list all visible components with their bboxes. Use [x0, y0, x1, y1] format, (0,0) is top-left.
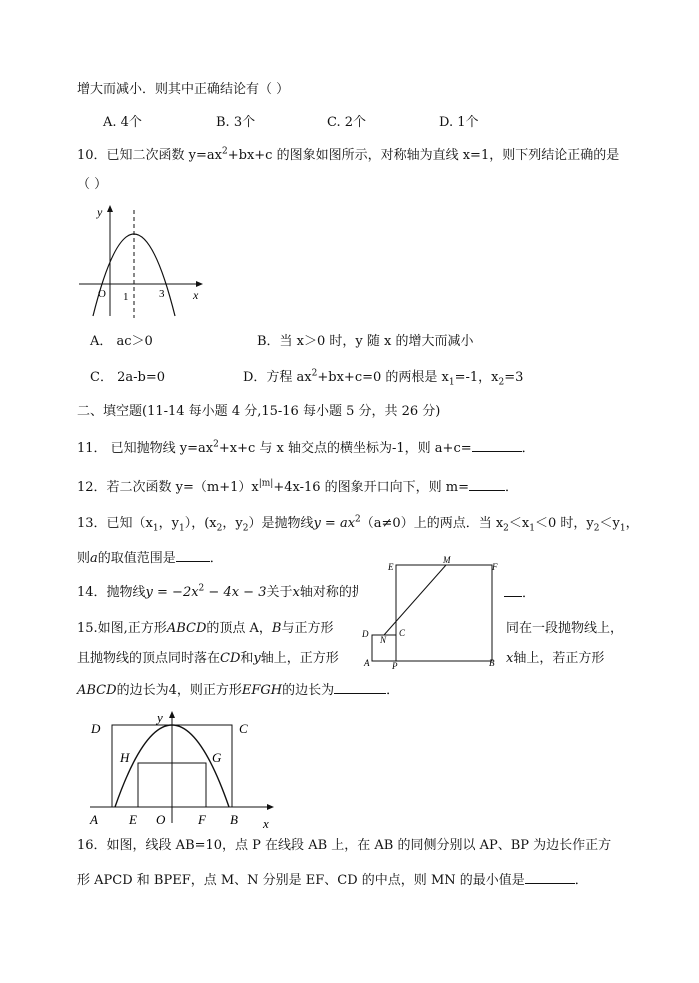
q13-line-1: 13．已知（$x_1$，$y_1$），($x_2$，$y_2$）是抛物线$y = ax^2(a\ne 0)$上的两点．当 $x_2<x_1<0$ 时，$y_2<y_1$，: [77, 514, 639, 534]
q10-tick-3: 3: [159, 288, 165, 300]
q16-label-b: B: [489, 658, 495, 668]
q15-line-1: 15.如图,正方形ABCD的顶点 A，B与正方形: [77, 621, 334, 636]
q11-text: 11． 已知抛物线 $y=ax^2+x+c$ 与 x 轴交点的横坐标为-1，则 a+c= ．: [77, 439, 535, 456]
q16-line-1: 16．如图，线段 AB=10，点 P 在线段 AB 上，在 AB 的同侧分别以 AP、BP 为边长作正方: [77, 838, 612, 853]
q15-label-x: x: [263, 816, 269, 830]
q10-origin-label: O: [98, 288, 106, 300]
q12-text: 12．若二次函数 $y=(m+1)x^{|m|}+4x-16$ 的图象开口向下，则 m= ．: [77, 478, 519, 495]
q10-y-arrow: [107, 205, 113, 212]
q15-x-arrow: [267, 804, 274, 810]
q10-x-arrow: [196, 281, 203, 287]
q15-line-1-end: 同在一段抛物线上，: [506, 621, 624, 636]
q11-answer-blank[interactable]: [472, 439, 522, 452]
q15-label-h: H: [120, 750, 130, 765]
q9-option-b: B. 3个: [216, 115, 256, 130]
q9-stem-tail: 增大而减小．则其中正确结论有（ ）: [77, 82, 290, 97]
q16-label-a: A: [364, 658, 370, 668]
q9-option-d: D. 1个: [439, 115, 479, 130]
q15-answer-blank[interactable]: [334, 681, 386, 694]
q15-label-a: A: [90, 812, 98, 827]
q15-y-arrow: [169, 711, 175, 718]
q16-line-2: 形 APCD 和 BPEF，点 M、N 分别是 EF、CD 的中点，则 MN 的最小值是 ．: [77, 873, 588, 888]
q16-label-e: E: [388, 562, 394, 572]
q15-label-e: E: [129, 812, 137, 827]
q10-stem: 10．已知二次函数 $y=ax^2+bx+c$ 的图象如图所示，对称轴为直线 x=1，则下列结论正确的是: [77, 146, 620, 163]
q16-label-n: N: [380, 635, 387, 645]
q16-label-d: D: [362, 629, 369, 639]
section-2-heading: 二、填空题(11-14 每小题 4 分,15-16 每小题 5 分，共 26 分): [77, 404, 441, 419]
q12-answer-blank[interactable]: [469, 478, 505, 491]
q10-answer-paren: （ ）: [77, 177, 108, 192]
q9-option-c: C. 2个: [327, 115, 367, 130]
q10-x-label: x: [193, 288, 199, 302]
q10-tick-1: 1: [123, 291, 129, 303]
q15-label-c: C: [239, 721, 248, 736]
q16-segment-mn: [384, 565, 446, 635]
q16-label-c: C: [399, 628, 406, 638]
q14-answer-blank[interactable]: [502, 584, 522, 597]
q16-answer-blank[interactable]: [525, 871, 575, 884]
q10-option-c: C． 2a-b=0: [90, 370, 165, 385]
q10-option-d: D．方程 $ax^2+bx+c=0$ 的两根是 $x_1=-1$，$x_2=3$: [243, 368, 524, 388]
q16-label-f: F: [492, 562, 498, 572]
q15-line-3: ABCD的边长为4，则正方形EFGH的边长为 ．: [77, 683, 400, 698]
q15-label-g: G: [212, 750, 222, 765]
q13-answer-blank[interactable]: [176, 549, 210, 562]
q15-line-2-end: x轴上，若正方形: [506, 651, 605, 666]
q15-line-2: 且抛物线的顶点同时落在CD和y轴上，正方形: [77, 651, 339, 666]
q15-label-o: O: [156, 812, 166, 827]
q15-label-f: F: [198, 812, 206, 827]
q16-squares-figure: [358, 555, 504, 670]
q16-square-bpef: [396, 565, 492, 661]
q10-option-b: B．当 x＞0 时，y 随 x 的增大而减小: [257, 334, 474, 349]
q14-text: 14．抛物线$y = -2x^2 - 4x - 3$关于x轴对称的抛: [77, 583, 365, 600]
q15-label-b: B: [230, 812, 238, 827]
q9-option-a: A. 4个: [103, 115, 142, 130]
q10-y-label: y: [97, 205, 103, 219]
q16-label-p: P: [392, 661, 398, 670]
q10-parabola-graph: [75, 200, 210, 320]
q16-label-m: M: [443, 555, 451, 565]
q15-label-d: D: [91, 721, 101, 736]
q15-label-y: y: [157, 710, 163, 725]
q13-line-2: 则a的取值范围是 ．: [77, 551, 223, 566]
q14-text-end: ．: [502, 584, 535, 603]
q10-option-a: A． ac＞0: [90, 334, 153, 349]
q15-parabola-squares-figure: [85, 705, 280, 830]
